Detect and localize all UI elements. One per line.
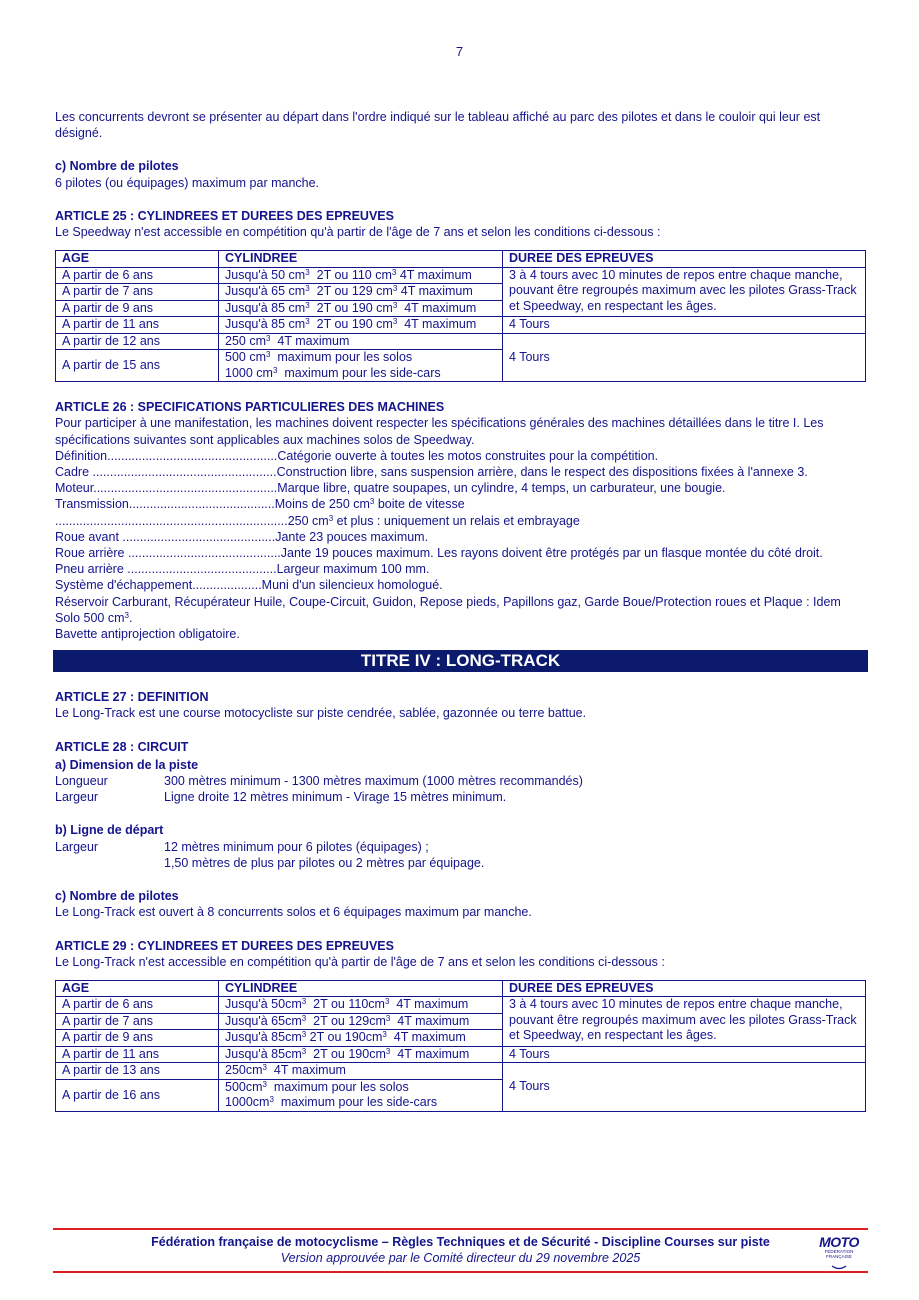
longtrack-pilots-text: Le Long-Track est ouvert à 8 concurrents solos et 6 équipages maximum par manche.: [55, 905, 532, 920]
cylindree-cell: Jusqu'à $85cm^3$ 2T ou $190cm^3$ 4T maximum: [219, 1030, 503, 1047]
cylindree-cell: $250cm^3$ 4T maximum: [219, 1063, 503, 1080]
age-cell: A partir de 9 ans: [56, 300, 219, 317]
bavette-text: Bavette antiprojection obligatoire.: [55, 627, 240, 642]
cylindree-cell: Jusqu'à $85cm^3$ 2T ou $190cm^3$ 4T maximum: [219, 1046, 503, 1063]
duration-cell: 3 à 4 tours avec 10 minutes de repos entre chaque manche, pouvant être regroupés maximum avec les pilotes Grass-Track et Speedway, en respectant les âges.: [503, 997, 866, 1047]
spec-echappement: Système d'échappement....................Muni d'un silencieux homologué.: [55, 578, 443, 593]
table-row: [56, 333, 866, 350]
cylindree-cell: Jusqu'à 65 $cm^3$ 2T ou 129 $cm^3$ 4T maximum: [219, 284, 503, 301]
age-cell: A partir de 13 ans: [56, 1063, 219, 1080]
spec-moteur: Moteur.....................................................Marque libre, quatre soupapes, un cylindre, 4 temps, un carburateur, une bougie.: [55, 481, 726, 496]
header-age: AGE: [56, 251, 219, 268]
article-27-heading: ARTICLE 27 : DEFINITION: [55, 690, 209, 705]
table-row: [56, 997, 866, 1014]
article-28-heading: ARTICLE 28 : CIRCUIT: [55, 739, 189, 754]
cylindree-cell: 500 $cm^3$ maximum pour les solos 1000 $cm^3$ maximum pour les side-cars: [219, 350, 503, 382]
cylindree-cell: 250 $cm^3$ 4T maximum: [219, 333, 503, 350]
start-width-row: Largeur 12 mètres minimum pour 6 pilotes (équipages) ;: [55, 839, 429, 854]
age-cell: A partir de 11 ans: [56, 317, 219, 334]
logo-swoosh-icon: [831, 1265, 847, 1270]
page-footer: [53, 1228, 868, 1273]
table-row: [56, 1063, 866, 1080]
age-cell: A partir de 6 ans: [56, 267, 219, 284]
age-cell: A partir de 9 ans: [56, 1030, 219, 1047]
footer-bottom-rule: [53, 1271, 868, 1273]
spec-pneu-arriere: Pneu arrière ...........................................Largeur maximum 100 mm.: [55, 562, 430, 577]
cylindree-cell: Jusqu'à $65cm^3$ 2T ou $129cm^3$ 4T maximum: [219, 1013, 503, 1030]
spec-transmission-2: ...................................................................250 $cm^3$ et plus : uniquement un relais et embrayage: [55, 513, 580, 528]
table-header-row: [56, 251, 866, 268]
footer-version: Version approuvée par le Comité directeur du 29 novembre 2025: [280, 1251, 641, 1265]
age-cell: A partir de 16 ans: [56, 1079, 219, 1111]
reservoir-text: Réservoir Carburant, Récupérateur Huile, Coupe-Circuit, Guidon, Repose pieds, Papillons gaz, Garde Boue/Protection roues et Plaque : Idem Solo 500 $cm^3$.: [55, 594, 841, 625]
article-25-text: Le Speedway n'est accessible en compétition qu'à partir de l'âge de 7 ans et selon les conditions ci-dessous :: [55, 225, 661, 240]
title-iv-banner: TITRE IV : LONG-TRACK: [53, 650, 868, 672]
footer-title: Fédération française de motocyclisme – Règles Techniques et de Sécurité - Discipline Courses sur piste: [151, 1235, 770, 1249]
page-content: [55, 109, 866, 1112]
spec-roue-avant: Roue avant ............................................Jante 23 pouces maximum.: [55, 529, 429, 544]
largeur-row: Largeur Ligne droite 12 mètres minimum - Virage 15 mètres minimum.: [55, 790, 507, 805]
pilots-heading: c) Nombre de pilotes: [55, 159, 179, 174]
table-row: [56, 267, 866, 284]
header-duree: DUREE DES EPREUVES: [503, 251, 866, 268]
intro-paragraph: Les concurrents devront se présenter au départ dans l'ordre indiqué sur le tableau affiché au parc des pilotes et dans le couloir qui leur est désigné.: [55, 110, 821, 141]
duration-cell: 4 Tours: [503, 333, 866, 382]
track-dimension-heading: a) Dimension de la piste: [55, 757, 199, 772]
longueur-row: Longueur 300 mètres minimum - 1300 mètres maximum (1000 mètres recommandés): [55, 774, 583, 789]
age-cell: A partir de 7 ans: [56, 1013, 219, 1030]
table-row: [56, 317, 866, 334]
header-duree: DUREE DES EPREUVES: [503, 980, 866, 997]
ffm-logo: [818, 1235, 860, 1267]
start-line-heading: b) Ligne de départ: [55, 823, 164, 838]
footer-top-rule: [53, 1228, 868, 1230]
pilots-text: 6 pilotes (ou équipages) maximum par manche.: [55, 175, 320, 190]
logo-subtitle: FÉDÉRATION FRANÇAISE: [824, 1249, 854, 1259]
article-27-text: Le Long-Track est une course motocycliste sur piste cendrée, sablée, gazonnée ou terre battue.: [55, 706, 587, 721]
age-cell: A partir de 15 ans: [56, 350, 219, 382]
table-row: [56, 1046, 866, 1063]
duration-cell: 4 Tours: [503, 1046, 866, 1063]
start-width-row-2: 1,50 mètres de plus par pilotes ou 2 mètres par équipage.: [164, 855, 485, 870]
page-number: 7: [455, 44, 464, 59]
duration-cell: 4 Tours: [503, 317, 866, 334]
speedway-table: [55, 250, 866, 382]
longtrack-pilots-heading: c) Nombre de pilotes: [55, 889, 179, 904]
logo-wordmark: MOTO: [819, 1234, 859, 1250]
age-cell: A partir de 6 ans: [56, 997, 219, 1014]
spec-definition: Définition.................................................Catégorie ouverte à toutes les motos construites pour la compétition.: [55, 448, 659, 463]
spec-roue-arriere: Roue arrière ............................................Jante 19 pouces maximum. Les rayons doivent être protégés par un flasque montée du côté droit.: [55, 546, 823, 561]
article-29-text: Le Long-Track n'est accessible en compétition qu'à partir de l'âge de 7 ans et selon les conditions ci-dessous :: [55, 954, 665, 969]
article-25-heading: ARTICLE 25 : CYLINDREES ET DUREES DES EPREUVES: [55, 208, 394, 223]
spec-cadre: Cadre .....................................................Construction libre, sans suspension arrière, dans le respect des dispositions fixées à l'annexe 3.: [55, 465, 808, 480]
cylindree-cell: Jusqu'à 85 $cm^3$ 2T ou 190 $cm^3$ 4T maximum: [219, 300, 503, 317]
age-cell: A partir de 12 ans: [56, 333, 219, 350]
cylindree-cell: $500cm^3$ maximum pour les solos $1000cm^3$ maximum pour les side-cars: [219, 1079, 503, 1111]
spec-transmission: Transmission..........................................Moins de 250 $cm^3$ boite de vitesse: [55, 497, 465, 512]
table-header-row: [56, 980, 866, 997]
age-cell: A partir de 7 ans: [56, 284, 219, 301]
article-26-heading: ARTICLE 26 : SPECIFICATIONS PARTICULIERES DES MACHINES: [55, 400, 445, 415]
article-26-text: Pour participer à une manifestation, les machines doivent respecter les spécifications générales des machines détaillées dans le titre I. Les spécifications suivantes sont applicables aux machines solos de Speedway.: [55, 416, 824, 447]
age-cell: A partir de 11 ans: [56, 1046, 219, 1063]
article-29-heading: ARTICLE 29 : CYLINDREES ET DUREES DES EPREUVES: [55, 938, 394, 953]
duration-cell: 4 Tours: [503, 1063, 866, 1112]
header-cylindree: CYLINDREE: [219, 980, 503, 997]
longtrack-table: [55, 980, 866, 1112]
cylindree-cell: Jusqu'à 85 $cm^3$ 2T ou 190 $cm^3$ 4T maximum: [219, 317, 503, 334]
cylindree-cell: Jusqu'à 50 $cm^3$ 2T ou 110 $cm^3$ 4T maximum: [219, 267, 503, 284]
cylindree-cell: Jusqu'à $50cm^3$ 2T ou $110cm^3$ 4T maximum: [219, 997, 503, 1014]
header-age: AGE: [56, 980, 219, 997]
duration-cell: 3 à 4 tours avec 10 minutes de repos entre chaque manche, pouvant être regroupés maximum avec les pilotes Grass-Track et Speedway, en respectant les âges.: [503, 267, 866, 317]
header-cylindree: CYLINDREE: [219, 251, 503, 268]
